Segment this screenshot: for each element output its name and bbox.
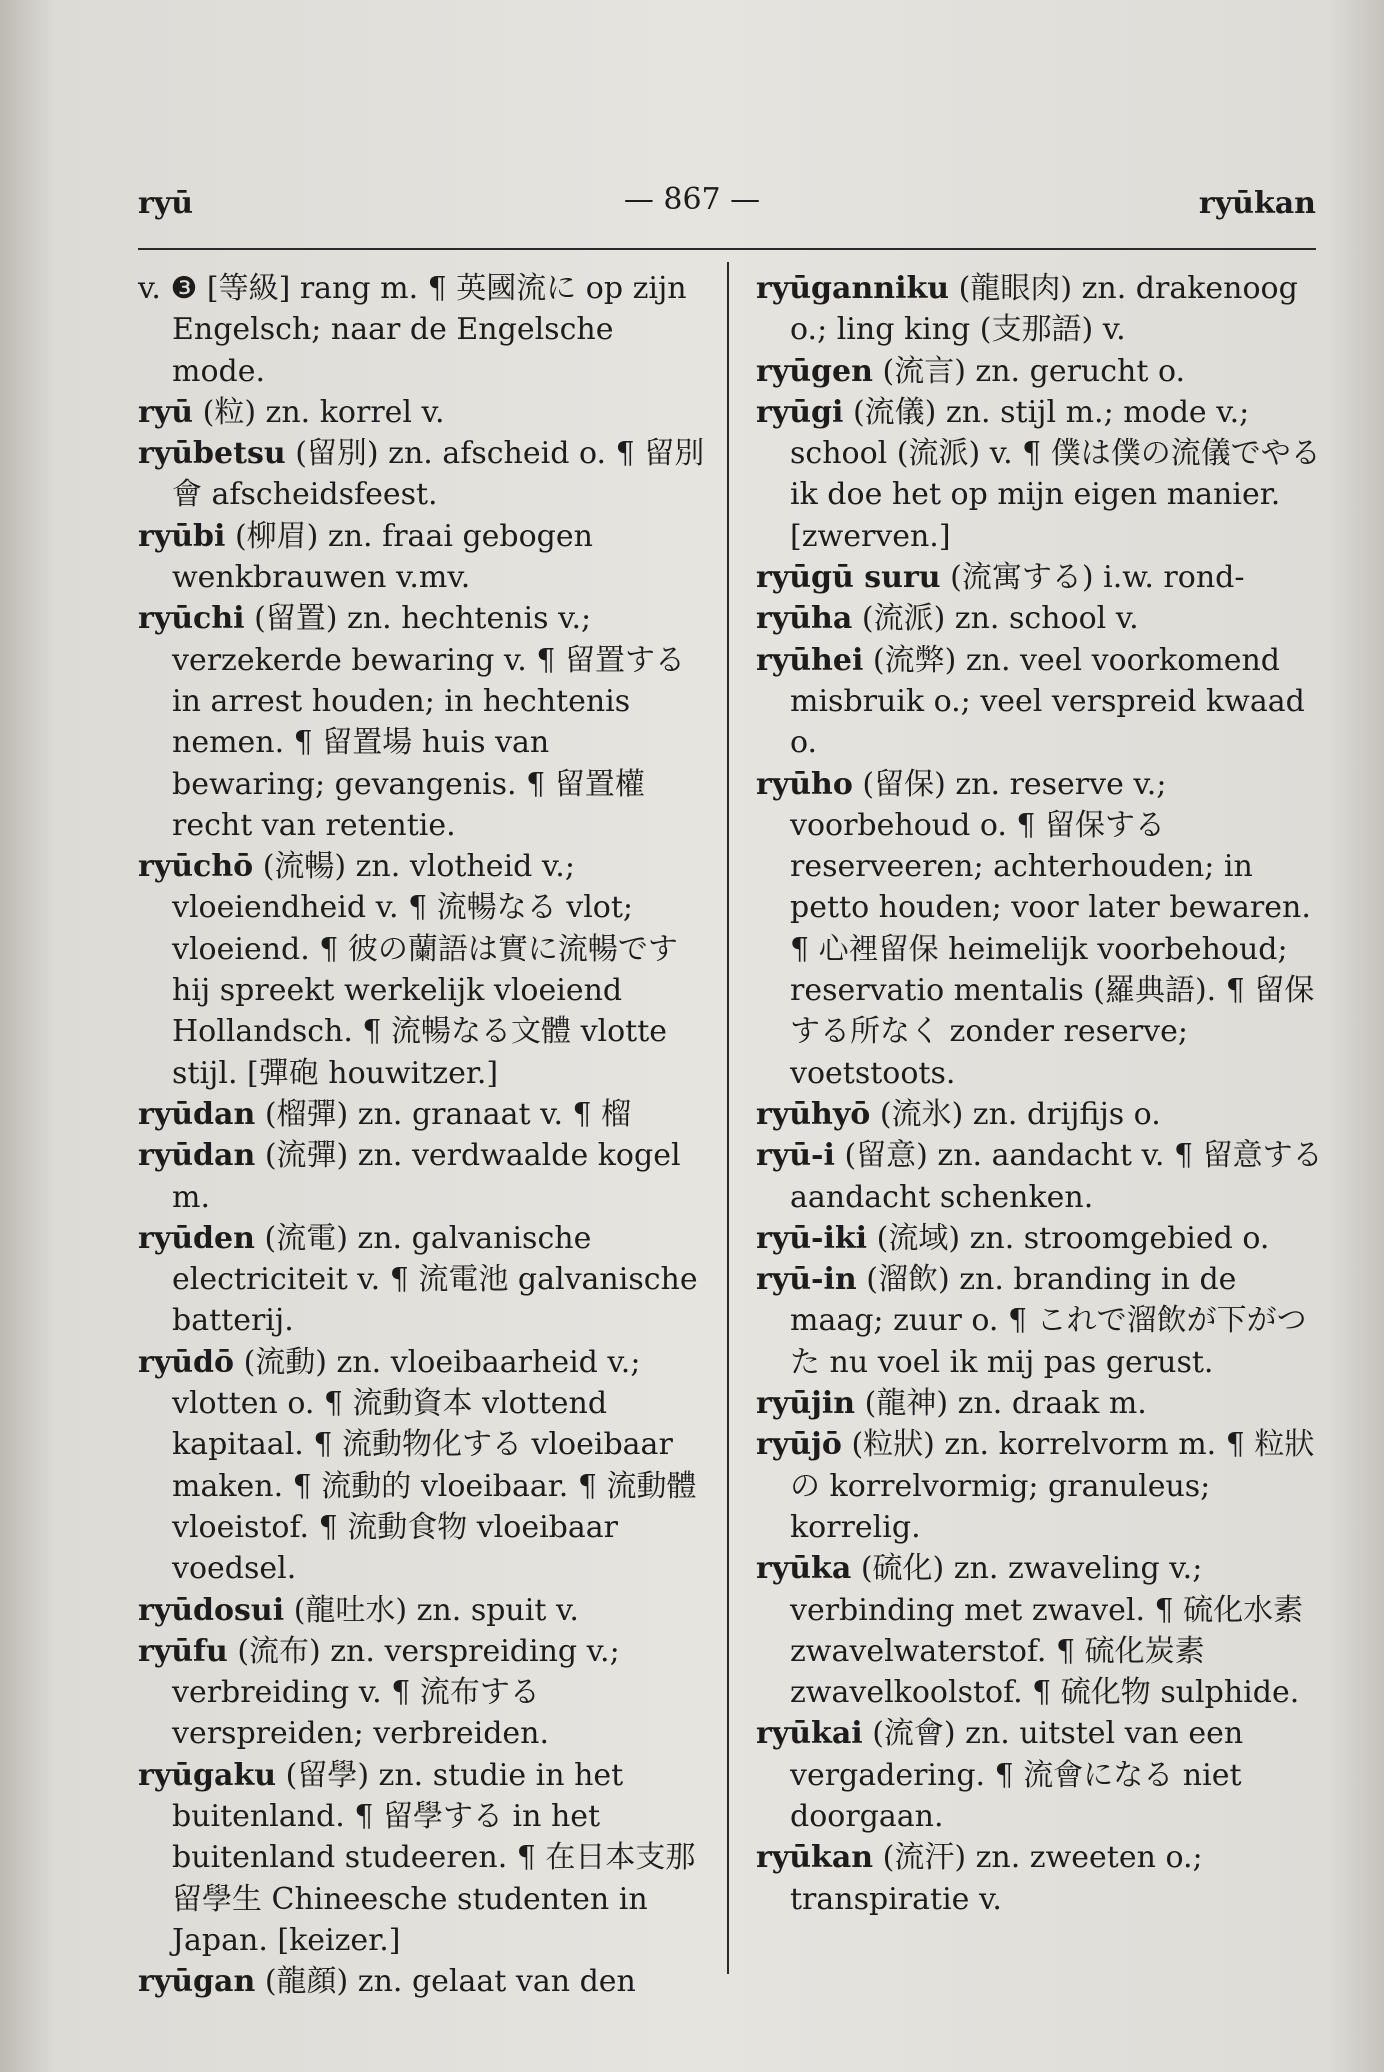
entry-headword: ryūbi xyxy=(138,518,226,554)
dictionary-entry xyxy=(138,433,708,516)
entry-definition: (溜飲) zn. branding in de maag; zuur o. ¶ これで溜飲が下がつた nu voel ik mij pas gerust. xyxy=(790,1262,1307,1380)
entry-definition: (硫化) zn. zwaveling v.; verbinding met zwavel. ¶ 硫化水素 zwavelwaterstof. ¶ 硫化炭素 zwavelkoolstof. ¶ 硫化物 sulphide. xyxy=(790,1551,1304,1711)
entry-headword: ryūgaku xyxy=(138,1757,277,1793)
entry-headword: ryūkai xyxy=(756,1716,863,1752)
dictionary-entry xyxy=(756,351,1326,392)
dictionary-entry xyxy=(756,392,1326,557)
entry-definition: (龍神) zn. draak m. xyxy=(864,1386,1147,1422)
entry-definition: (流汗) zn. zweeten o.; transpiratie v. xyxy=(790,1840,1203,1917)
header-rule xyxy=(138,248,1316,250)
running-head-right: ryūkan xyxy=(1198,186,1316,221)
entry-definition: (流暢) zn. vlotheid v.; vloeiendheid v. ¶ 流暢なる vlot; vloeiend. ¶ 彼の蘭語は實に流暢です hij spreekt werkelijk vloeiend Hollandsch. ¶ 流暢なる文體 vlotte stijl. [彈砲 houwitzer.] xyxy=(172,849,678,1091)
entry-definition: (留別) zn. afscheid o. ¶ 留別會 afscheidsfeest. xyxy=(172,436,705,513)
entry-headword: ryūchō xyxy=(138,849,254,885)
entry-definition: (留保) zn. reserve v.; voorbehoud o. ¶ 留保する reserveeren; achterhouden; in petto houden; voor later bewaren. ¶ 心裡留保 heimelijk voorbehoud; reservatio mentalis (羅典語). ¶ 留保する所なく zonder reserve; voetstoots. xyxy=(790,766,1315,1091)
dictionary-entry xyxy=(756,598,1326,639)
dictionary-entry xyxy=(138,846,708,1094)
dictionary-entry xyxy=(756,1713,1326,1837)
dictionary-entry xyxy=(756,1218,1326,1259)
dictionary-entry xyxy=(138,1961,708,2002)
entry-definition: (柳眉) zn. fraai gebogen wenkbrauwen v.mv. xyxy=(172,518,593,596)
dictionary-entry xyxy=(138,1135,708,1218)
column-divider xyxy=(727,262,729,1974)
dictionary-entry xyxy=(138,1218,708,1342)
dictionary-entry xyxy=(138,392,708,433)
entry-definition: (龍吐水) zn. spuit v. xyxy=(293,1592,579,1628)
entry-definition: (留學) zn. studie in het buitenland. ¶ 留學する in het buitenland studeeren. ¶ 在日本支那留學生 Chineesche studenten in Japan. [keizer.] xyxy=(172,1757,696,1958)
page-number: — 867 — xyxy=(623,182,761,217)
entry-definition: (流會) zn. uitstel van een vergadering. ¶ 流會になる niet doorgaan. xyxy=(790,1716,1244,1834)
dictionary-entry xyxy=(756,764,1326,1094)
entry-headword: ryūfu xyxy=(138,1633,228,1669)
dictionary-entry xyxy=(756,1094,1326,1135)
entry-headword: ryūkan xyxy=(756,1840,874,1876)
entry-definition: (流言) zn. gerucht o. xyxy=(882,353,1186,389)
entry-definition: (留置) zn. hechtenis v.; verzekerde bewaring v. ¶ 留置する in arrest houden; in hechtenis nemen. ¶ 留置場 huis van bewaring; gevangenis. ¶ 留置權 recht van retentie. xyxy=(172,601,685,843)
dictionary-entry xyxy=(138,268,708,392)
entry-headword: ryū-in xyxy=(756,1262,857,1298)
dictionary-entry xyxy=(138,1590,708,1631)
entry-headword: ryū-i xyxy=(756,1138,835,1174)
entry-headword: ryūchi xyxy=(138,601,245,637)
dictionary-entry xyxy=(756,1383,1326,1424)
entry-definition: (流動) zn. vloeibaarheid v.; vlotten o. ¶ 流動資本 vlottend kapitaal. ¶ 流動物化する vloeibaar maken. ¶ 流動的 vloeibaar. ¶ 流動體 vloeistof. ¶ 流動食物 vloeibaar voedsel. xyxy=(172,1344,697,1587)
entry-headword: ryūgū suru xyxy=(756,560,941,596)
entry-headword: ryūhei xyxy=(756,642,864,678)
entry-headword: ryūbetsu xyxy=(138,436,286,472)
entry-definition: (粒) zn. korrel v. xyxy=(202,394,445,430)
entry-headword: ryūdosui xyxy=(138,1592,285,1628)
entry-definition: v. ❸ [等級] rang m. ¶ 英國流に op zijn Engelsch; naar de Engelsche mode. xyxy=(138,271,687,389)
entry-headword: ryūden xyxy=(138,1220,255,1256)
right-column xyxy=(756,268,1326,1920)
entry-definition: (龍顔) zn. gelaat van den xyxy=(264,1964,636,2000)
dictionary-entry xyxy=(756,1135,1326,1218)
dictionary-entry xyxy=(756,1837,1326,1920)
entry-headword: ryūha xyxy=(756,601,853,637)
dictionary-entry xyxy=(138,1342,708,1590)
dictionary-entry xyxy=(756,1424,1326,1548)
left-column xyxy=(138,268,708,2002)
dictionary-entry xyxy=(756,557,1326,598)
entry-headword: ryūgan xyxy=(138,1964,256,2000)
entry-headword: ryūjō xyxy=(756,1427,842,1463)
entry-definition: (流布) zn. verspreiding v.; verbreiding v. ¶ 流布する verspreiden; verbreiden. xyxy=(172,1633,620,1752)
entry-headword: ryūka xyxy=(756,1551,852,1587)
entry-headword: ryūdan xyxy=(138,1096,256,1132)
dictionary-entry xyxy=(756,1548,1326,1713)
dictionary-entry xyxy=(138,1755,708,1961)
running-head-left: ryū xyxy=(138,186,194,221)
entry-definition: (流弊) zn. veel voorkomend misbruik o.; veel verspreid kwaad o. xyxy=(790,642,1305,761)
entry-definition: (流寓する) i.w. rond- xyxy=(950,560,1245,596)
entry-definition: (流域) zn. stroomgebied o. xyxy=(876,1220,1270,1256)
entry-headword: ryū xyxy=(138,394,194,430)
entry-headword: ryūganniku xyxy=(756,271,950,306)
dictionary-entry xyxy=(138,598,708,846)
entry-headword: ryūdan xyxy=(138,1138,256,1174)
entry-headword: ryūgi xyxy=(756,394,844,430)
entry-headword: ryū-iki xyxy=(756,1220,868,1256)
entry-definition: (粒狀) zn. korrelvorm m. ¶ 粒狀の korrelvormig; granuleus; korrelig. xyxy=(790,1427,1315,1545)
entry-headword: ryūgen xyxy=(756,353,873,389)
entry-headword: ryūhyō xyxy=(756,1096,871,1132)
entry-headword: ryūho xyxy=(756,766,853,802)
dictionary-entry xyxy=(138,1094,708,1135)
dictionary-entry xyxy=(756,268,1326,351)
entry-headword: ryūdō xyxy=(138,1344,235,1380)
entry-definition: (榴彈) zn. granaat v. ¶ 榴 xyxy=(264,1096,632,1132)
entry-definition: (流彈) zn. verdwaalde kogel m. xyxy=(172,1138,681,1215)
dictionary-entry xyxy=(756,1259,1326,1383)
dictionary-entry xyxy=(138,516,708,599)
entry-definition: (流電) zn. galvanische electriciteit v. ¶ 流電池 galvanische batterij. xyxy=(172,1220,698,1339)
entry-definition: (流氷) zn. drijfijs o. xyxy=(879,1096,1161,1132)
dictionary-entry xyxy=(138,1631,708,1755)
entry-definition: (留意) zn. aandacht v. ¶ 留意する aandacht schenken. xyxy=(790,1138,1323,1215)
dictionary-entry xyxy=(756,640,1326,764)
entry-definition: (龍眼肉) zn. drakenoog o.; ling king (支那語) v. xyxy=(790,271,1298,348)
entry-definition: (流儀) zn. stijl m.; mode v.; school (流派) v. ¶ 僕は僕の流儀でやる ik doe het op mijn eigen manier. [zwerven.] xyxy=(790,394,1321,554)
entry-definition: (流派) zn. school v. xyxy=(861,601,1139,637)
entry-headword: ryūjin xyxy=(756,1386,856,1422)
